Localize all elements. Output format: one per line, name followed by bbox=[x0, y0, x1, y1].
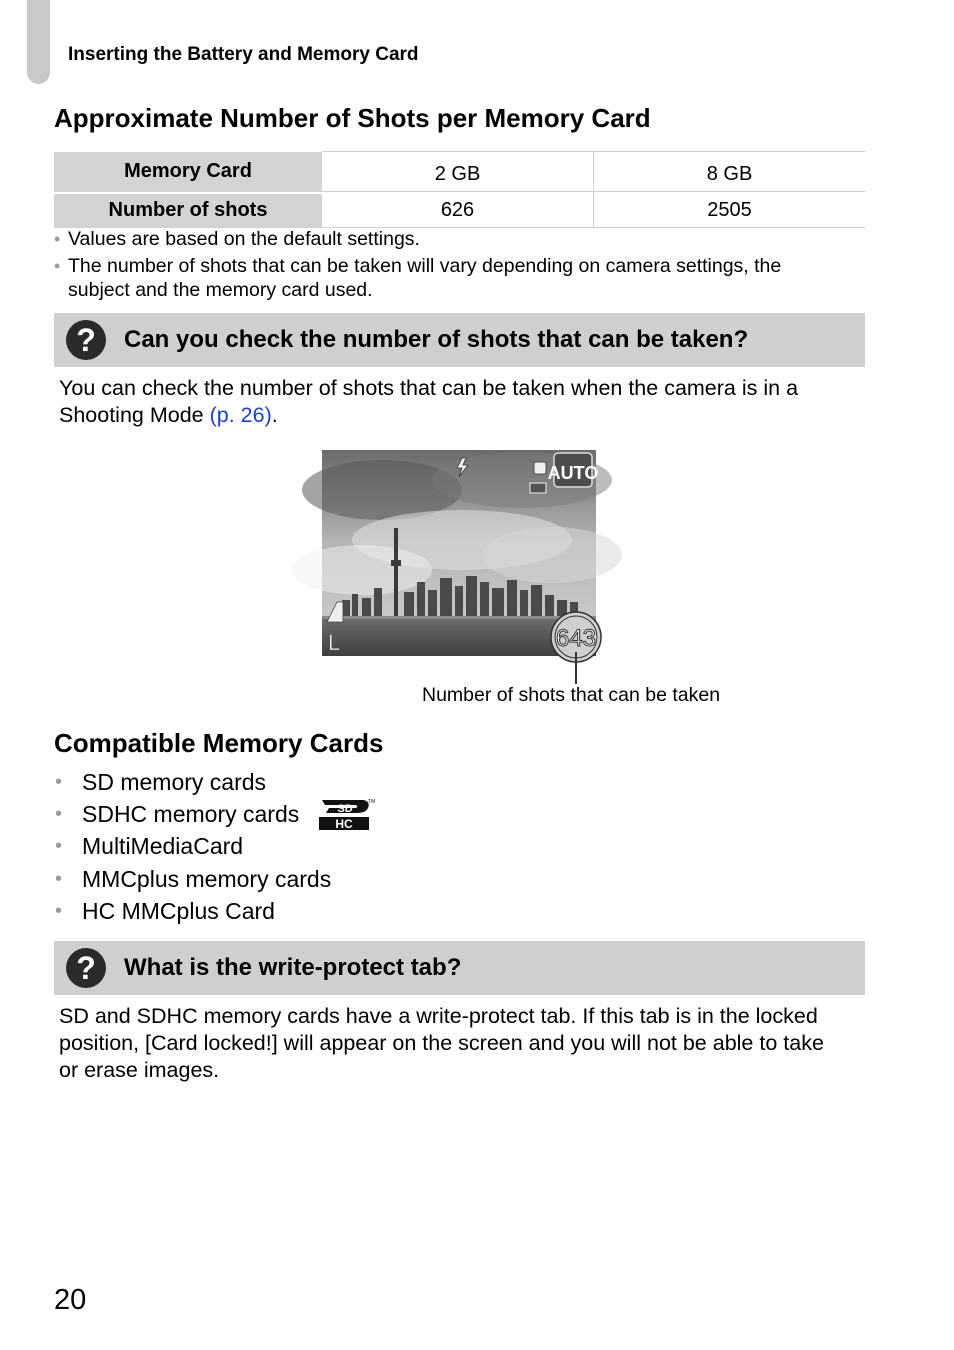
svg-text:HC: HC bbox=[335, 817, 353, 832]
list-item bbox=[54, 863, 331, 895]
row-header-number-of-shots: Number of shots bbox=[54, 194, 322, 228]
answer-line: SD and SDHC memory cards have a write-protect tab. If this tab is in the locked bbox=[59, 1004, 818, 1028]
capacity-cell: 2 GB bbox=[322, 152, 594, 192]
image-size-label: L bbox=[328, 630, 341, 655]
answer-text: Shooting Mode bbox=[59, 403, 210, 427]
svg-text:SD: SD bbox=[337, 803, 353, 816]
bullet-dot: • bbox=[55, 771, 63, 793]
list-item bbox=[54, 766, 331, 798]
answer-line bbox=[59, 402, 859, 429]
page-number: 20 bbox=[54, 1284, 87, 1316]
question-icon: ? bbox=[66, 320, 106, 360]
callout-line bbox=[575, 652, 577, 684]
bullet-dot: • bbox=[54, 256, 61, 276]
answer-line: or erase images. bbox=[59, 1058, 220, 1082]
camera-orientation-icon bbox=[534, 462, 546, 474]
bullet-dot: • bbox=[54, 229, 61, 249]
faq-bar-write-protect bbox=[54, 941, 865, 995]
sdhc-logo-icon bbox=[316, 796, 374, 832]
row-header-memory-card: Memory Card bbox=[54, 152, 322, 192]
bullet-dot: • bbox=[55, 899, 63, 922]
auto-mode-text: AUTO bbox=[547, 463, 599, 483]
section-heading-shots: Approximate Number of Shots per Memory Card bbox=[54, 103, 651, 133]
list-item bbox=[54, 895, 331, 927]
faq-question: Can you check the number of shots that can be taken? bbox=[124, 326, 749, 353]
note-item bbox=[54, 227, 854, 251]
battery-icon bbox=[530, 483, 546, 493]
faq-question: What is the write-protect tab? bbox=[124, 954, 462, 981]
svg-text:TM: TM bbox=[368, 799, 376, 806]
note-text: Values are based on the default settings. bbox=[68, 228, 420, 250]
screen-caption: Number of shots that can be taken bbox=[422, 684, 721, 706]
shots-table bbox=[54, 151, 865, 228]
shots-cell: 626 bbox=[322, 194, 594, 228]
camera-lcd-screen bbox=[322, 450, 599, 656]
faq-answer bbox=[59, 375, 859, 429]
list-item-label: HC MMCplus Card bbox=[82, 897, 275, 924]
shots-remaining-counter: 643 bbox=[555, 625, 597, 652]
list-item bbox=[54, 830, 331, 862]
note-text-cont: subject and the memory card used. bbox=[68, 279, 373, 301]
faq-answer bbox=[59, 1003, 859, 1084]
running-title: Inserting the Battery and Memory Card bbox=[68, 44, 419, 65]
bullet-dot: • bbox=[55, 835, 63, 858]
bullet-dot: • bbox=[55, 803, 63, 826]
page-link[interactable]: (p. 26) bbox=[209, 403, 272, 427]
city-skyline-image bbox=[322, 450, 599, 656]
list-item bbox=[54, 798, 376, 832]
list-item-label: SD memory cards bbox=[82, 769, 267, 795]
faq-bar-shots bbox=[54, 313, 865, 367]
answer-line: position, [Card locked!] will appear on the screen and you will not be able to take bbox=[59, 1031, 824, 1055]
note-text: The number of shots that can be taken will vary depending on camera settings, the bbox=[68, 255, 782, 277]
bullet-dot: • bbox=[55, 867, 63, 890]
shots-cell: 2505 bbox=[594, 194, 866, 228]
capacity-cell: 8 GB bbox=[594, 152, 866, 192]
list-item-label: SDHC memory cards bbox=[82, 801, 300, 828]
chapter-tab bbox=[27, 0, 50, 84]
answer-line: You can check the number of shots that can be taken when the camera is in a bbox=[59, 376, 799, 400]
answer-text: . bbox=[271, 403, 278, 427]
table-row bbox=[54, 194, 865, 228]
question-icon: ? bbox=[66, 948, 106, 988]
compatible-cards-list bbox=[54, 766, 376, 927]
table-row bbox=[54, 152, 865, 192]
section-heading-compatible: Compatible Memory Cards bbox=[54, 728, 384, 758]
list-item-label: MMCplus memory cards bbox=[82, 865, 332, 892]
note-item bbox=[54, 254, 854, 302]
list-item-label: MultiMediaCard bbox=[82, 833, 244, 860]
